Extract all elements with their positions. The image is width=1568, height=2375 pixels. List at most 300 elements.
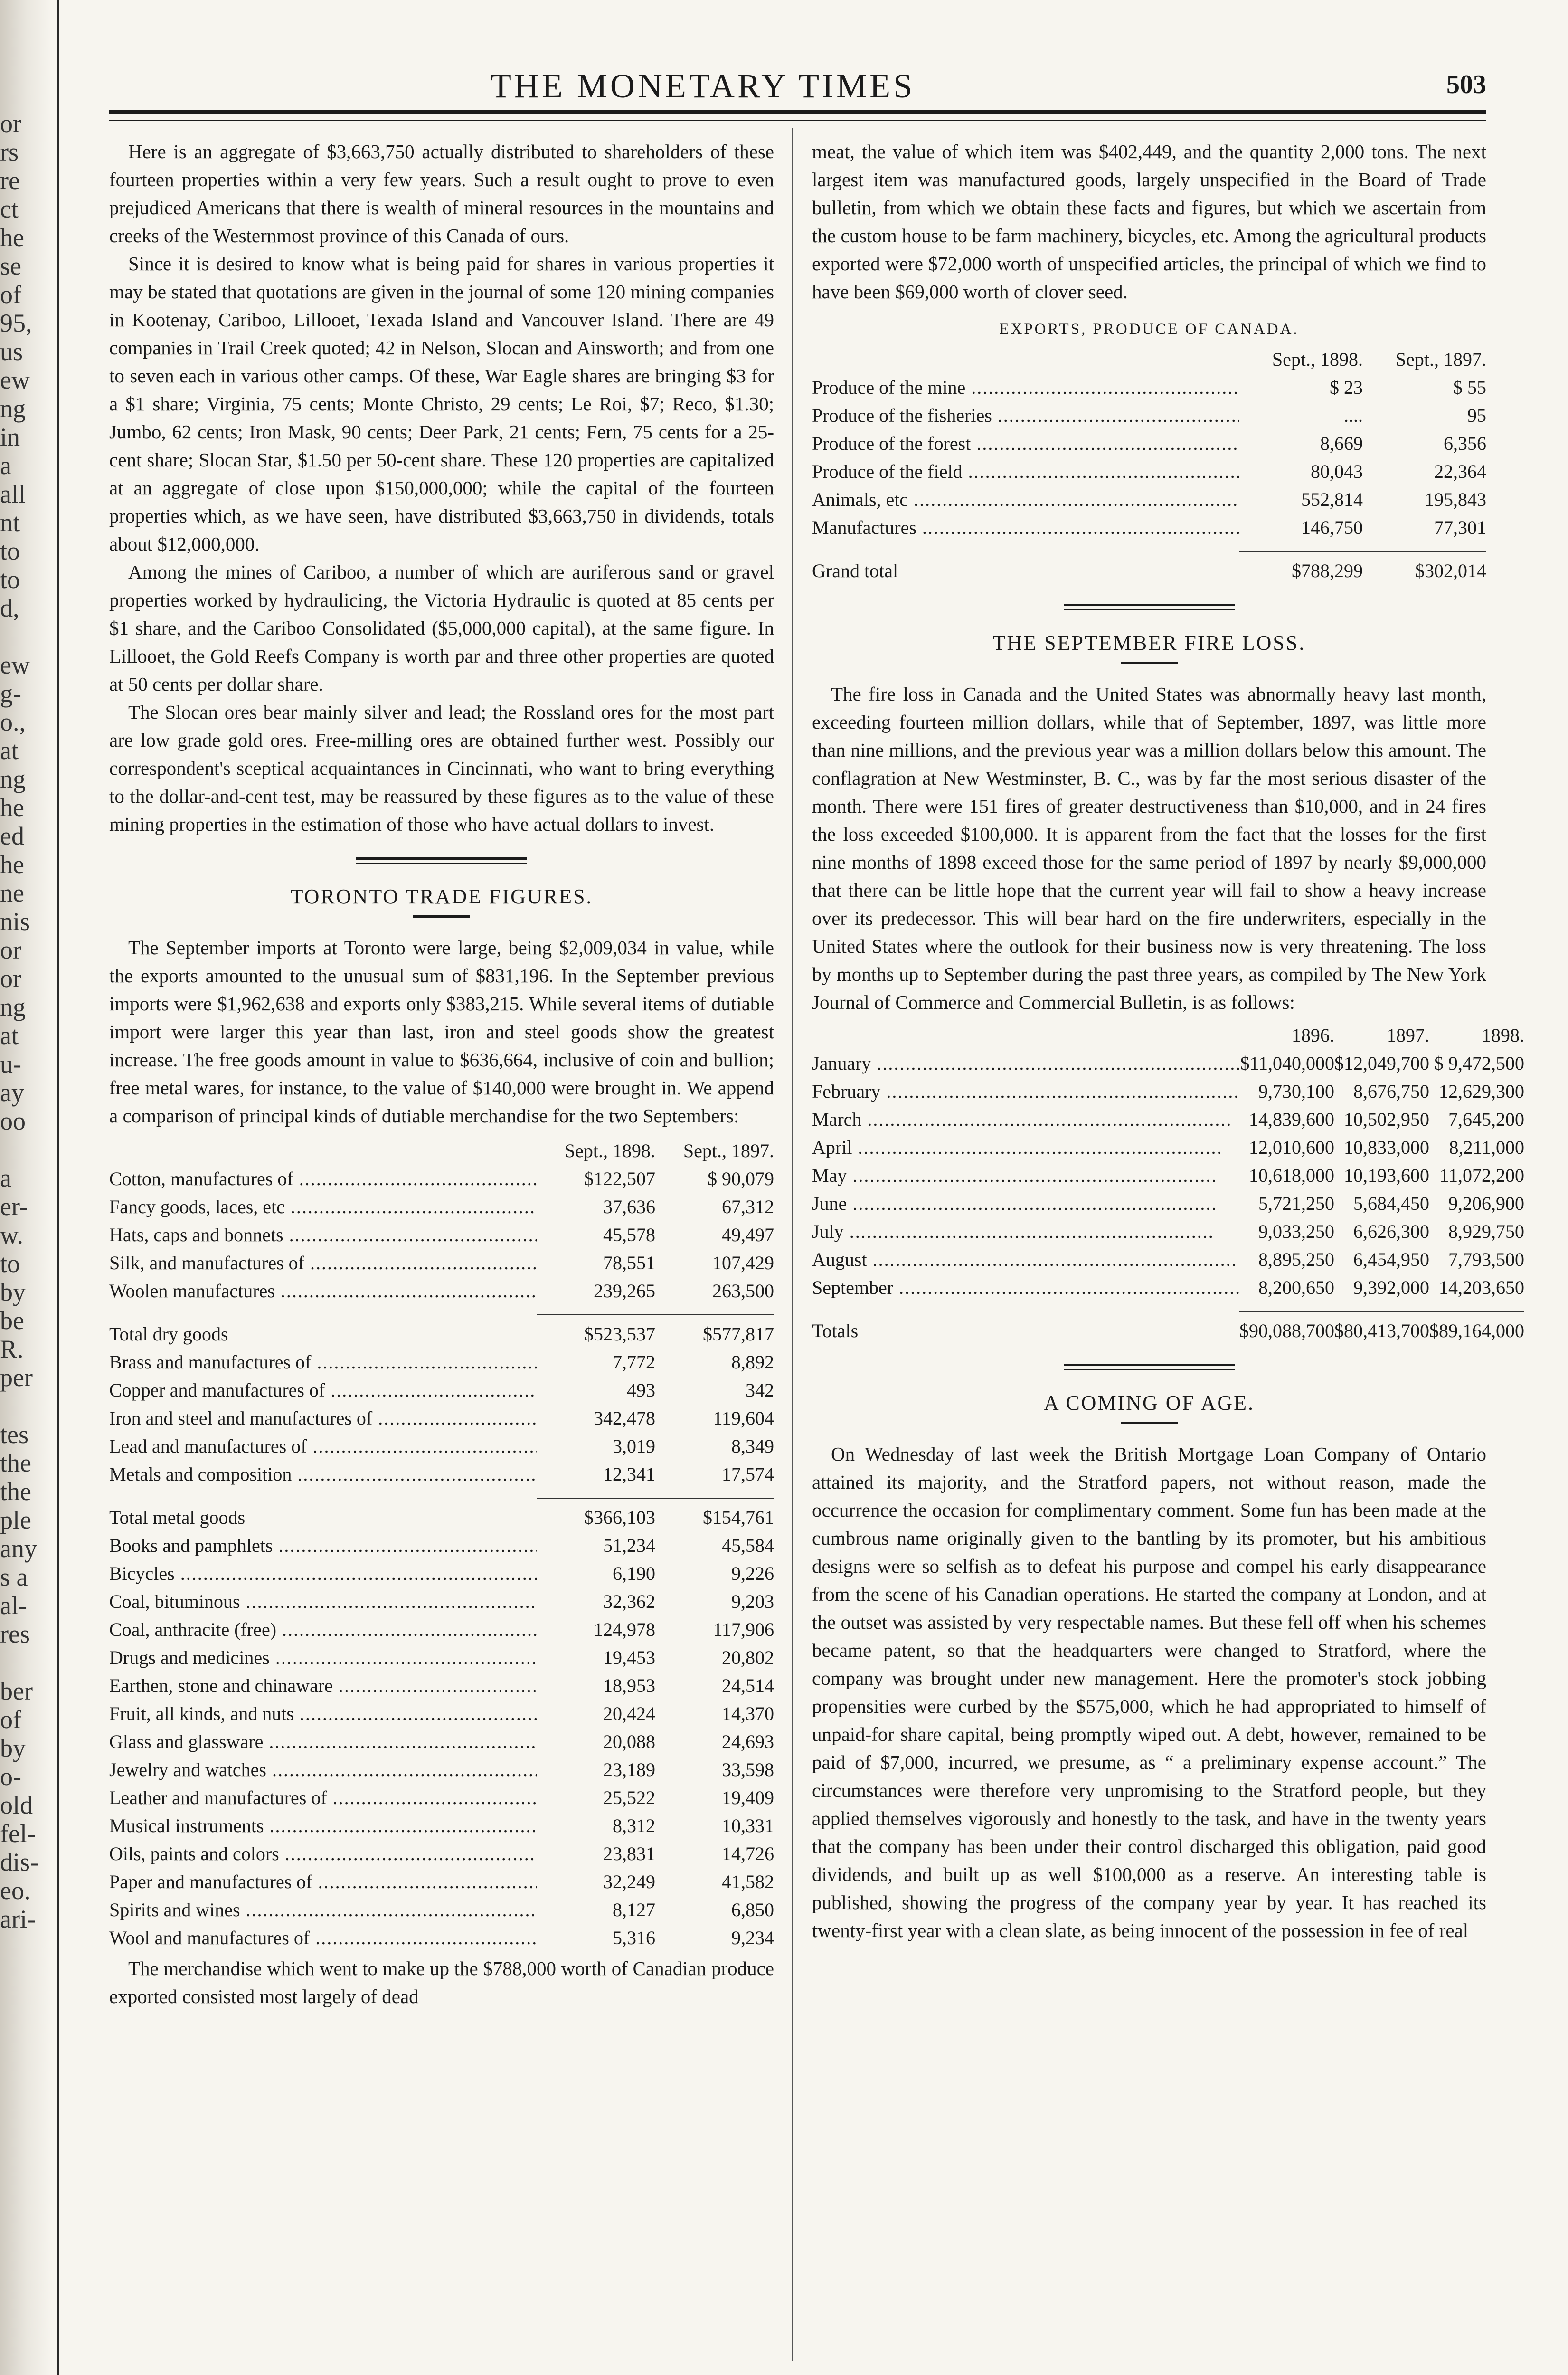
margin-fragment: to — [0, 1249, 20, 1278]
table-total-row — [812, 551, 1486, 585]
row-value: 7,793,500 — [1448, 1249, 1524, 1270]
rule-spacer — [109, 1488, 537, 1498]
row-label-text: Metals and composition ..... — [109, 1463, 537, 1485]
row-label — [812, 513, 1239, 542]
section-separator — [356, 857, 527, 860]
row-value: 8,676,750 — [1353, 1081, 1429, 1102]
margin-fragment: u- — [0, 1050, 21, 1078]
row-value-1897: 19,409 — [722, 1787, 774, 1808]
row-label — [109, 1559, 537, 1587]
row-value-1897: $577,817 — [703, 1323, 774, 1345]
section-separator — [1064, 604, 1235, 606]
row-value-1897: 195,843 — [1425, 489, 1486, 510]
margin-fragment: res — [0, 1620, 30, 1648]
row-label-text: January ..... — [812, 1053, 1239, 1074]
table-row — [109, 1924, 774, 1952]
row-label — [812, 485, 1239, 513]
margin-fragment: 95, — [0, 309, 32, 337]
toronto-trade-paragraph: The September imports at Toronto were large, being $2,009,034 in value, while the exports amounted to the unusual sum of $831,196. In the September previous imports were $1,962,638 and exports only $383,215. While several items of dutiable import were larger this year than last, iron and steel goods show the greatest increase. The free goods amount in value to $636,664, inclusive of coin and bullion; free metal wares, for instance, to the value of $140,000 were brought in. We append a comparison of principal kinds of dutiable merchandise for the two Septembers: — [109, 937, 774, 1127]
total-rule — [537, 1488, 655, 1498]
row-value: 9,033,250 — [1258, 1221, 1334, 1242]
row-value-1898: 8,312 — [613, 1815, 655, 1836]
table-rule-row — [812, 1302, 1524, 1311]
row-value-1898: 20,424 — [603, 1703, 655, 1724]
row-label-text: Total metal goods — [109, 1507, 246, 1528]
margin-fragment: the — [0, 1449, 31, 1477]
row-label-text: May ..... — [812, 1165, 1217, 1186]
row-label-text: Drugs and medicines ..... — [109, 1647, 537, 1668]
row-value-1897: 14,370 — [722, 1703, 774, 1724]
heading-rule — [1121, 662, 1178, 664]
margin-fragment: al- — [0, 1591, 27, 1620]
table-total-row — [109, 1498, 774, 1531]
table-row — [109, 1221, 774, 1249]
header-rule-thin — [109, 120, 1486, 121]
row-label-text: Coal, anthracite (free) ..... — [109, 1619, 537, 1640]
fire-loss-paragraph: The fire loss in Canada and the United States was abnormally heavy last month, exceeding fourteen million dollars, while that of September, 1897, was little more than nine millions, and the previous year was a million dollars below this amount. The conflagration at New Westminster, B. C., was by far the most serious disaster of the month. There were 151 fires of greater destructiveness than $10,000, and in 24 fires the loss exceeded $100,000. It is apparent from the fact that the losses for the first nine months of 1898 exceed those for the same period of 1897 by nearly $9,000,000 that there can be little hope that the current year will fail to show a heavy increase over its predecessor. This will bear hard on the fire underwriters, especially in the United States where the outlook for their business now is very threatening. The loss by months up to September during the past three years, as compiled by The New York Journal of Commerce and Commercial Bulletin, is as follows: — [812, 683, 1486, 1013]
row-label-text: Iron and steel and manufactures of ..... — [109, 1407, 537, 1429]
margin-fragment: ple — [0, 1506, 31, 1534]
margin-fragment — [0, 622, 55, 651]
row-value-1898: 12,341 — [603, 1463, 655, 1485]
row-value-1898: 32,249 — [603, 1871, 655, 1892]
mining-paragraph: Here is an aggregate of $3,663,750 actually distributed to shareholders of these fourteen properties within a very few years. Such a result ought to prove to even prejudiced Americans that there is wealth of mineral resources in the mountains and creeks of the Westernmost province of this Canada of ours. — [109, 141, 774, 247]
margin-fragment: he — [0, 850, 24, 879]
row-label — [109, 1376, 537, 1404]
table-row — [812, 1189, 1524, 1217]
table-row — [812, 1105, 1524, 1133]
row-value-1897: 20,802 — [722, 1647, 774, 1668]
row-label — [109, 1868, 537, 1896]
margin-fragment: a — [0, 451, 11, 480]
row-label — [812, 429, 1239, 457]
row-value-1898: 20,088 — [603, 1731, 655, 1752]
margin-fragment — [0, 1135, 55, 1164]
margin-fragment: he — [0, 223, 24, 252]
row-value-1898: 493 — [627, 1379, 655, 1401]
row-label-text: Leather and manufactures of ..... — [109, 1787, 537, 1808]
row-value-1898: $788,299 — [1292, 560, 1363, 581]
adjacent-page-margin-fragments — [0, 109, 55, 1933]
table-row — [109, 1460, 774, 1488]
row-label — [109, 1615, 537, 1644]
row-value-1897: 8,892 — [731, 1351, 774, 1373]
row-label — [812, 1161, 1239, 1189]
row-value-1898: 6,190 — [613, 1563, 655, 1584]
row-value-1897: 119,604 — [713, 1407, 774, 1429]
table-header-spacer — [812, 345, 1239, 373]
row-value-1897: 24,693 — [722, 1731, 774, 1752]
row-value-1898: 8,669 — [1320, 433, 1363, 454]
row-label — [812, 1217, 1239, 1245]
dutiable-merchandise-table — [109, 1137, 774, 1952]
row-label — [812, 373, 1239, 401]
margin-fragment: ew — [0, 366, 30, 394]
row-value-1897: 45,584 — [722, 1535, 774, 1556]
row-label — [109, 1498, 537, 1531]
row-label — [109, 1672, 537, 1700]
row-label-text: Copper and manufactures of ..... — [109, 1379, 537, 1401]
row-label-text: Silk, and manufactures of ..... — [109, 1252, 537, 1273]
exports-heading: EXPORTS, PRODUCE OF CANADA. — [999, 321, 1299, 338]
coming-of-age-heading: A COMING OF AGE. — [1043, 1391, 1255, 1415]
row-value-1898: 3,019 — [613, 1435, 655, 1457]
row-label-text: Produce of the field ..... — [812, 461, 1239, 482]
margin-fragment: or — [0, 109, 21, 138]
row-value-1897: 6,356 — [1444, 433, 1486, 454]
table-row — [812, 513, 1486, 542]
row-value-1897: 9,226 — [731, 1563, 774, 1584]
row-value: 9,392,000 — [1353, 1277, 1429, 1298]
row-label-text: Hats, caps and bonnets ..... — [109, 1224, 537, 1245]
row-value-1898: 7,772 — [613, 1351, 655, 1373]
row-label — [109, 1587, 537, 1615]
exports-table-body — [812, 373, 1486, 585]
table-row — [812, 1133, 1524, 1161]
row-value-1898: 146,750 — [1301, 517, 1363, 538]
right-column — [812, 138, 1524, 1945]
margin-fragment: or — [0, 964, 21, 993]
row-value-1898: 78,551 — [603, 1252, 655, 1273]
table-row — [812, 485, 1486, 513]
row-value-1898: 239,265 — [594, 1280, 655, 1302]
margin-fragment: per — [0, 1363, 33, 1392]
margin-fragment: s a — [0, 1563, 28, 1591]
row-value: 14,839,600 — [1249, 1109, 1334, 1130]
header-rule-thick — [109, 110, 1486, 114]
row-label-text: February ..... — [812, 1081, 1239, 1102]
table-row — [109, 1644, 774, 1672]
row-value: $11,040,000 — [1240, 1053, 1334, 1074]
row-label-text: Cotton, manufactures of ..... — [109, 1168, 537, 1189]
row-label-text: Books and pamphlets ..... — [109, 1535, 537, 1556]
row-label — [812, 401, 1239, 429]
row-label-text: Produce of the forest ..... — [812, 433, 1239, 454]
row-value-1897: $154,761 — [703, 1507, 774, 1528]
table-row — [812, 457, 1486, 485]
table-row — [109, 1249, 774, 1277]
row-value-1897: 33,598 — [722, 1759, 774, 1780]
row-label — [109, 1193, 537, 1221]
row-value-1897: 22,364 — [1434, 461, 1486, 482]
row-value: 10,502,950 — [1344, 1109, 1429, 1130]
table-row — [812, 1161, 1524, 1189]
row-value-1897: 342 — [746, 1379, 774, 1401]
row-value: 12,010,600 — [1249, 1137, 1334, 1158]
margin-fragment: be — [0, 1306, 24, 1335]
row-label — [109, 1531, 537, 1559]
row-value-1898: 45,578 — [603, 1224, 655, 1245]
table-row — [109, 1784, 774, 1812]
continued-paragraph: meat, the value of which item was $402,449, and the quantity 2,000 tons. The next largest item was manufactured goods, largely unspecified in the Board of Trade bulletin, from which we obtain these facts and figures, but which we ascertain from the custom house to be farm machinery, bicycles, etc. Among the agricultural products exported were $72,000 worth of unspecified articles, the principal of which we find to have been $69,000 worth of clover seed. — [812, 141, 1486, 303]
row-value-1897: 67,312 — [722, 1196, 774, 1217]
margin-fragment: by — [0, 1734, 26, 1762]
row-value: 8,895,250 — [1258, 1249, 1334, 1270]
table-row — [109, 1165, 774, 1193]
margin-fragment: in — [0, 423, 20, 451]
row-value-1898: 25,522 — [603, 1787, 655, 1808]
row-value-1897: $ 55 — [1453, 377, 1486, 398]
margin-fragment: ber — [0, 1677, 33, 1705]
table-rule-row — [812, 542, 1486, 551]
row-label-text: March ..... — [812, 1109, 1232, 1130]
row-value-1897: 10,331 — [722, 1815, 774, 1836]
row-value-1898: 80,043 — [1311, 461, 1363, 482]
row-value: 8,200,650 — [1258, 1277, 1334, 1298]
row-value: 10,833,000 — [1344, 1137, 1429, 1158]
margin-fragment: at — [0, 1021, 19, 1050]
row-value: 5,684,450 — [1353, 1193, 1429, 1214]
row-value: 7,645,200 — [1448, 1109, 1524, 1130]
row-label-text: Brass and manufactures of ..... — [109, 1351, 537, 1373]
row-value-1897: 117,906 — [713, 1619, 774, 1640]
margin-fragment: of — [0, 1705, 21, 1734]
row-label-text: Earthen, stone and chinaware ..... — [109, 1675, 537, 1696]
fire-loss-table — [812, 1021, 1524, 1345]
row-value: $90,088,700 — [1239, 1320, 1334, 1341]
row-value-1898: 342,478 — [594, 1407, 655, 1429]
row-label — [109, 1348, 537, 1376]
table-row — [109, 1376, 774, 1404]
margin-fragment: er- — [0, 1192, 28, 1221]
row-value-1898: $122,507 — [584, 1168, 655, 1189]
margin-fragment: oo — [0, 1107, 26, 1135]
margin-fragment: to — [0, 537, 20, 565]
row-value: 11,072,200 — [1439, 1165, 1524, 1186]
row-label-text: Oils, paints and colors ..... — [109, 1843, 537, 1864]
row-label-text: Total dry goods — [109, 1323, 228, 1345]
margin-fragment: at — [0, 736, 19, 765]
closing-paragraph: The merchandise which went to make up the $788,000 worth of Canadian produce exported consisted most largely of dead — [109, 1957, 774, 2007]
row-label — [109, 1221, 537, 1249]
margin-fragment: rs — [0, 138, 19, 166]
heading-rule — [413, 915, 470, 918]
margin-fragment: se — [0, 252, 21, 280]
table-row — [109, 1812, 774, 1840]
table-total-row — [109, 1315, 774, 1348]
row-label-text: Wool and manufactures of ..... — [109, 1927, 537, 1948]
toronto-trade-heading: TORONTO TRADE FIGURES. — [290, 885, 593, 908]
row-value: $12,049,700 — [1334, 1053, 1429, 1074]
rule-spacer — [812, 1302, 1239, 1311]
table-rule-row — [109, 1305, 774, 1315]
row-label — [812, 551, 1239, 585]
margin-fragment: ari- — [0, 1905, 36, 1933]
row-value-1898: 552,814 — [1301, 489, 1363, 510]
masthead-title: THE MONETARY TIMES — [490, 67, 916, 105]
row-value: 10,193,600 — [1344, 1165, 1429, 1186]
table-row — [109, 1672, 774, 1700]
margin-fragment: dis- — [0, 1848, 38, 1876]
row-value: 8,211,000 — [1449, 1137, 1524, 1158]
row-label — [109, 1756, 537, 1784]
table-row — [109, 1277, 774, 1305]
table-row — [109, 1840, 774, 1868]
row-label — [109, 1165, 537, 1193]
fire-col-1898: 1898. — [1482, 1025, 1524, 1046]
section-separator-thin — [356, 863, 527, 864]
margin-fragment: all — [0, 480, 26, 508]
row-label-text: August ..... — [812, 1249, 1237, 1270]
row-label — [109, 1315, 537, 1348]
row-value-1897: 95 — [1467, 405, 1486, 426]
row-label-text: Woolen manufactures ..... — [109, 1280, 537, 1302]
margin-fragment: the — [0, 1477, 31, 1506]
row-value: $ 9,472,500 — [1434, 1053, 1524, 1074]
row-value-1898: $523,537 — [584, 1323, 655, 1345]
margin-fragment: tes — [0, 1420, 28, 1449]
table-row — [812, 373, 1486, 401]
row-value-1898: 18,953 — [603, 1675, 655, 1696]
fire-loss-heading: THE SEPTEMBER FIRE LOSS. — [992, 631, 1306, 655]
col-header-1897: Sept., 1897. — [683, 1140, 774, 1161]
rule-spacer — [812, 542, 1239, 551]
total-rule — [1239, 1302, 1334, 1311]
mining-paragraph: The Slocan ores bear mainly silver and lead; the Rossland ores for the most part are low grade gold ores. Free-milling ores are obtained further west. Possibly our correspondent's sceptical acquaintances in Cincinnati, who want to bring everything to the dollar-and-cent test, may be reassured by these figures as to the value of these mining properties in the estimation of those who have actual dollars to invest. — [109, 701, 774, 835]
mining-paragraph: Since it is desired to know what is being paid for shares in various properties it may be stated that quotations are given in the journal of some 120 mining companies in Kootenay, Cariboo, Lillooet, Texada Island and Vancouver Island. There are 49 companies in Trail Creek quoted; 42 in Nelson, Slocan and Ainsworth; and from one to seven each in various other camps. Of these, War Eagle shares are bringing $3 for a $1 share; Virginia, 75 cents; Monte Christo, 29 cents; Le Roi, $7; Reco, $1.30; Jumbo, 62 cents; Iron Mask, 90 cents; Deer Park, 21 cents; Fern, 75 cents for a 25-cent share; Slocan Star, $1.50 per 50-cent share. These 120 properties are capitalized at an aggregate of close upon $150,000,000; while the capital of the fourteen properties which, as we have seen, have distributed $3,663,750 in dividends, totals about $12,000,000. — [109, 253, 774, 555]
rule-spacer — [109, 1305, 537, 1315]
row-label-text: Musical instruments ..... — [109, 1815, 537, 1836]
row-value: 10,618,000 — [1249, 1165, 1334, 1186]
section-separator-thin — [1064, 609, 1235, 610]
row-label — [812, 1105, 1239, 1133]
row-value-1897: 77,301 — [1434, 517, 1486, 538]
page-header — [109, 66, 1486, 109]
row-label-text: April ..... — [812, 1137, 1222, 1158]
exports-col-1898: Sept., 1898. — [1272, 349, 1363, 370]
col-header-1898: Sept., 1898. — [564, 1140, 655, 1161]
row-label — [109, 1644, 537, 1672]
margin-fragment: ew — [0, 651, 30, 679]
row-value-1898: 8,127 — [613, 1899, 655, 1920]
row-value-1898: $366,103 — [584, 1507, 655, 1528]
binding-edge-line — [57, 0, 59, 2375]
row-label — [109, 1812, 537, 1840]
row-label-text: Lead and manufactures of ..... — [109, 1435, 537, 1457]
exports-col-1897: Sept., 1897. — [1395, 349, 1486, 370]
table-row — [109, 1756, 774, 1784]
row-value-1898: 32,362 — [603, 1591, 655, 1612]
row-value: 9,206,900 — [1448, 1193, 1524, 1214]
row-label-text: Paper and manufactures of ..... — [109, 1871, 537, 1892]
margin-fragment — [0, 1648, 55, 1677]
row-label-text: Fancy goods, laces, etc ..... — [109, 1196, 537, 1217]
table-rule-row — [109, 1488, 774, 1498]
margin-fragment: nt — [0, 508, 20, 537]
margin-fragment: re — [0, 166, 20, 195]
table-row — [812, 1273, 1524, 1302]
total-rule — [1334, 1302, 1429, 1311]
exports-table — [812, 345, 1486, 585]
row-label — [812, 1189, 1239, 1217]
table-row — [812, 429, 1486, 457]
margin-fragment: a — [0, 1164, 11, 1192]
margin-fragment: us — [0, 337, 23, 366]
row-value-1898: 23,189 — [603, 1759, 655, 1780]
row-value-1898: 51,234 — [603, 1535, 655, 1556]
margin-fragment: ng — [0, 765, 26, 793]
row-value-1897: 6,850 — [731, 1899, 774, 1920]
row-label — [812, 1273, 1239, 1302]
margin-fragment: nis — [0, 907, 30, 936]
table-row — [812, 401, 1486, 429]
section-separator — [1064, 1364, 1235, 1366]
row-value-1898: 37,636 — [603, 1196, 655, 1217]
row-label — [109, 1896, 537, 1924]
fire-col-1897: 1897. — [1387, 1025, 1429, 1046]
row-label-text: Spirits and wines ..... — [109, 1899, 537, 1920]
mining-paragraph: Among the mines of Cariboo, a number of which are auriferous sand or gravel properties worked by hydraulicing, the Victoria Hydraulic is quoted at 85 cents per $1 share, and the Cariboo Consolidated ($5,000,000 capital), at the same figure. In Lillooet, the Gold Reefs Company is worth par and three other properties are quoted at 50 cents per dollar share. — [109, 561, 774, 695]
row-value-1898: 19,453 — [603, 1647, 655, 1668]
column-divider — [792, 128, 793, 2361]
row-value-1897: 24,514 — [722, 1675, 774, 1696]
margin-fragment: ne — [0, 879, 24, 907]
margin-fragment: by — [0, 1278, 26, 1306]
row-label-text: Glass and glassware ..... — [109, 1731, 537, 1752]
margin-fragment: ng — [0, 394, 26, 423]
row-value-1898: 5,316 — [613, 1927, 655, 1948]
section-separator-thin — [1064, 1369, 1235, 1370]
row-label-text: Animals, etc ..... — [812, 489, 1239, 510]
row-value-1898: $ 23 — [1330, 377, 1363, 398]
margin-fragment: eo. — [0, 1876, 31, 1905]
total-rule — [655, 1305, 774, 1315]
table-row — [109, 1728, 774, 1756]
table-row — [109, 1896, 774, 1924]
row-label — [109, 1277, 537, 1305]
row-value: 9,730,100 — [1258, 1081, 1334, 1102]
heading-rule — [1121, 1422, 1178, 1424]
row-value: $89,164,000 — [1429, 1320, 1524, 1341]
table-row — [109, 1559, 774, 1587]
total-rule — [655, 1488, 774, 1498]
row-label-text: Produce of the mine ..... — [812, 377, 1239, 398]
margin-fragment: old — [0, 1791, 33, 1819]
row-label — [109, 1924, 537, 1952]
total-rule — [1239, 542, 1363, 551]
row-label-text: Fruit, all kinds, and nuts ..... — [109, 1703, 537, 1724]
margin-fragment: ed — [0, 822, 24, 850]
row-value-1897: 263,500 — [712, 1280, 774, 1302]
row-value: 6,626,300 — [1353, 1221, 1429, 1242]
row-label — [812, 1049, 1239, 1077]
margin-fragment: d, — [0, 594, 19, 622]
fire-col-1896: 1896. — [1292, 1025, 1334, 1046]
total-rule — [1429, 1302, 1524, 1311]
row-value-1898: .... — [1344, 405, 1363, 426]
row-value-1898: 23,831 — [603, 1843, 655, 1864]
row-value: $80,413,700 — [1334, 1320, 1429, 1341]
margin-fragment: o- — [0, 1762, 21, 1791]
row-label-text: July ..... — [812, 1221, 1214, 1242]
margin-fragment: o., — [0, 708, 26, 736]
row-label — [109, 1404, 537, 1432]
margin-fragment: ng — [0, 993, 26, 1021]
row-label — [812, 1077, 1239, 1105]
margin-fragment: to — [0, 565, 20, 594]
row-value-1897: 9,203 — [731, 1591, 774, 1612]
margin-fragment: or — [0, 936, 21, 964]
table-total-row — [812, 1311, 1524, 1345]
table-row — [109, 1700, 774, 1728]
table-row — [109, 1432, 774, 1460]
row-label-text: Manufactures ..... — [812, 517, 1239, 538]
row-label-text: June ..... — [812, 1193, 1217, 1214]
row-value-1897: 8,349 — [731, 1435, 774, 1457]
table-row — [109, 1531, 774, 1559]
row-label-text: Coal, bituminous ..... — [109, 1591, 537, 1612]
table-row — [109, 1868, 774, 1896]
